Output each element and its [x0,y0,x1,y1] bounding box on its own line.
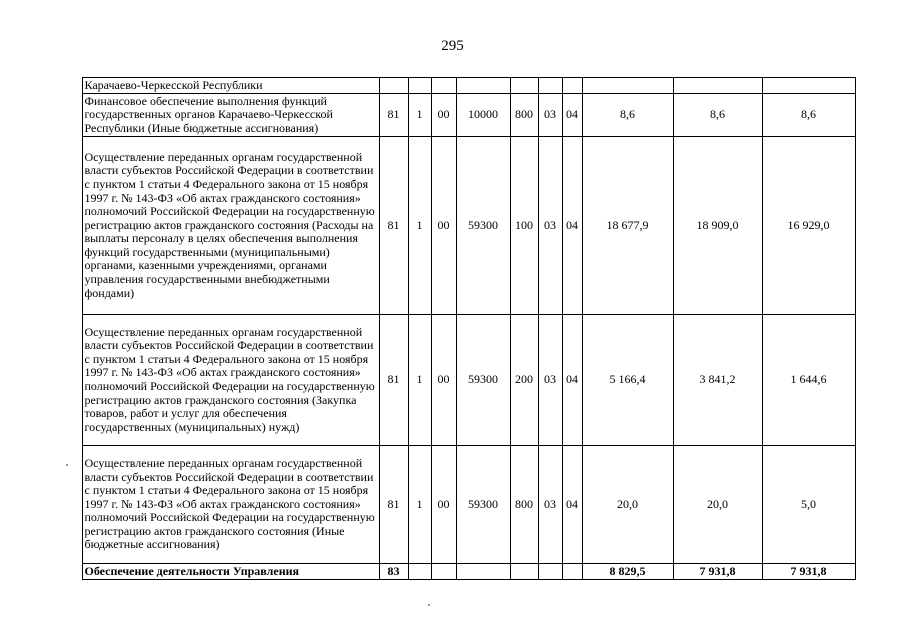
row-name: Карачаево-Черкесской Республики [82,78,379,94]
ministry-code: 81 [379,446,408,564]
expense-type-code [510,564,538,580]
article-code: 59300 [456,446,510,564]
subprogram-code: 00 [431,315,456,446]
ministry-code: 81 [379,315,408,446]
row-name: Осуществление переданных органам государственной власти субъектов Российской Федерации в соответствии с пунктом 1 статьи 4 Федерального закона от 15 ноября 1997 г. № 143-ФЗ «Об актах гражданского состояния» полномочий Российской Федерации на государственную регистрацию актов гражданского состояния (Закупка товаров, работ и услуг для обеспечения государственных (муниципальных) нужд) [82,315,379,446]
row-name: Обеспечение деятельности Управления [82,564,379,580]
subprogram-code: 00 [431,94,456,137]
article-code: 59300 [456,137,510,315]
amount-year-3: 8,6 [762,94,855,137]
podrazdel-code [562,78,582,94]
ministry-code: 83 [379,564,408,580]
section-code: 1 [408,137,431,315]
subprogram-code: 00 [431,137,456,315]
razdel-code: 03 [538,94,562,137]
amount-year-3: 1 644,6 [762,315,855,446]
razdel-code: 03 [538,315,562,446]
amount-year-3 [762,78,855,94]
amount-year-1 [582,78,673,94]
scan-speck [66,464,68,466]
expense-type-code [510,78,538,94]
razdel-code [538,564,562,580]
ministry-code: 81 [379,137,408,315]
article-code [456,564,510,580]
margin-cell [60,78,82,94]
section-code [408,564,431,580]
page-number: 295 [441,38,464,54]
table-row [60,94,855,137]
subprogram-code: 00 [431,446,456,564]
article-code: 59300 [456,315,510,446]
amount-year-2: 20,0 [673,446,762,564]
row-name: Осуществление переданных органам государственной власти субъектов Российской Федерации в соответствии с пунктом 1 статьи 4 Федерального закона от 15 ноября 1997 г. № 143-ФЗ «Об актах гражданского состояния» полномочий Российской Федерации на государственную регистрацию актов гражданского состояния (Иные бюджетные ассигнования) [82,446,379,564]
budget-table [60,77,856,580]
amount-year-2: 8,6 [673,94,762,137]
subprogram-code [431,564,456,580]
podrazdel-code: 04 [562,446,582,564]
amount-year-1: 18 677,9 [582,137,673,315]
amount-year-2: 18 909,0 [673,137,762,315]
amount-year-1: 20,0 [582,446,673,564]
amount-year-1: 8,6 [582,94,673,137]
amount-year-3: 16 929,0 [762,137,855,315]
amount-year-1: 8 829,5 [582,564,673,580]
amount-year-3: 5,0 [762,446,855,564]
margin-cell [60,564,82,580]
razdel-code: 03 [538,137,562,315]
section-code [408,78,431,94]
margin-cell [60,94,82,137]
scan-speck [428,604,430,606]
podrazdel-code: 04 [562,137,582,315]
subprogram-code [431,78,456,94]
margin-cell [60,315,82,446]
table-row [60,446,855,564]
table-row-total [60,564,855,580]
table-row [60,78,855,94]
razdel-code [538,78,562,94]
margin-cell [60,446,82,564]
podrazdel-code [562,564,582,580]
expense-type-code: 200 [510,315,538,446]
ministry-code [379,78,408,94]
amount-year-3: 7 931,8 [762,564,855,580]
margin-cell [60,137,82,315]
podrazdel-code: 04 [562,315,582,446]
expense-type-code: 800 [510,94,538,137]
section-code: 1 [408,315,431,446]
article-code [456,78,510,94]
article-code: 10000 [456,94,510,137]
section-code: 1 [408,446,431,564]
amount-year-1: 5 166,4 [582,315,673,446]
table-row [60,137,855,315]
table-row [60,315,855,446]
ministry-code: 81 [379,94,408,137]
podrazdel-code: 04 [562,94,582,137]
amount-year-2: 3 841,2 [673,315,762,446]
expense-type-code: 100 [510,137,538,315]
razdel-code: 03 [538,446,562,564]
amount-year-2 [673,78,762,94]
row-name: Осуществление переданных органам государственной власти субъектов Российской Федерации в соответствии с пунктом 1 статьи 4 Федерального закона от 15 ноября 1997 г. № 143-ФЗ «Об актах гражданского состояния» полномочий Российской Федерации на государственную регистрацию актов гражданского состояния (Расходы на выплаты персоналу в целях обеспечения выполнения функций государственными (муниципальными) органами, казенными учреждениями, органами управления государственными внебюджетными фондами) [82,137,379,315]
expense-type-code: 800 [510,446,538,564]
row-name: Финансовое обеспечение выполнения функций государственных органов Карачаево-Черкесской Республики (Иные бюджетные ассигнования) [82,94,379,137]
amount-year-2: 7 931,8 [673,564,762,580]
section-code: 1 [408,94,431,137]
